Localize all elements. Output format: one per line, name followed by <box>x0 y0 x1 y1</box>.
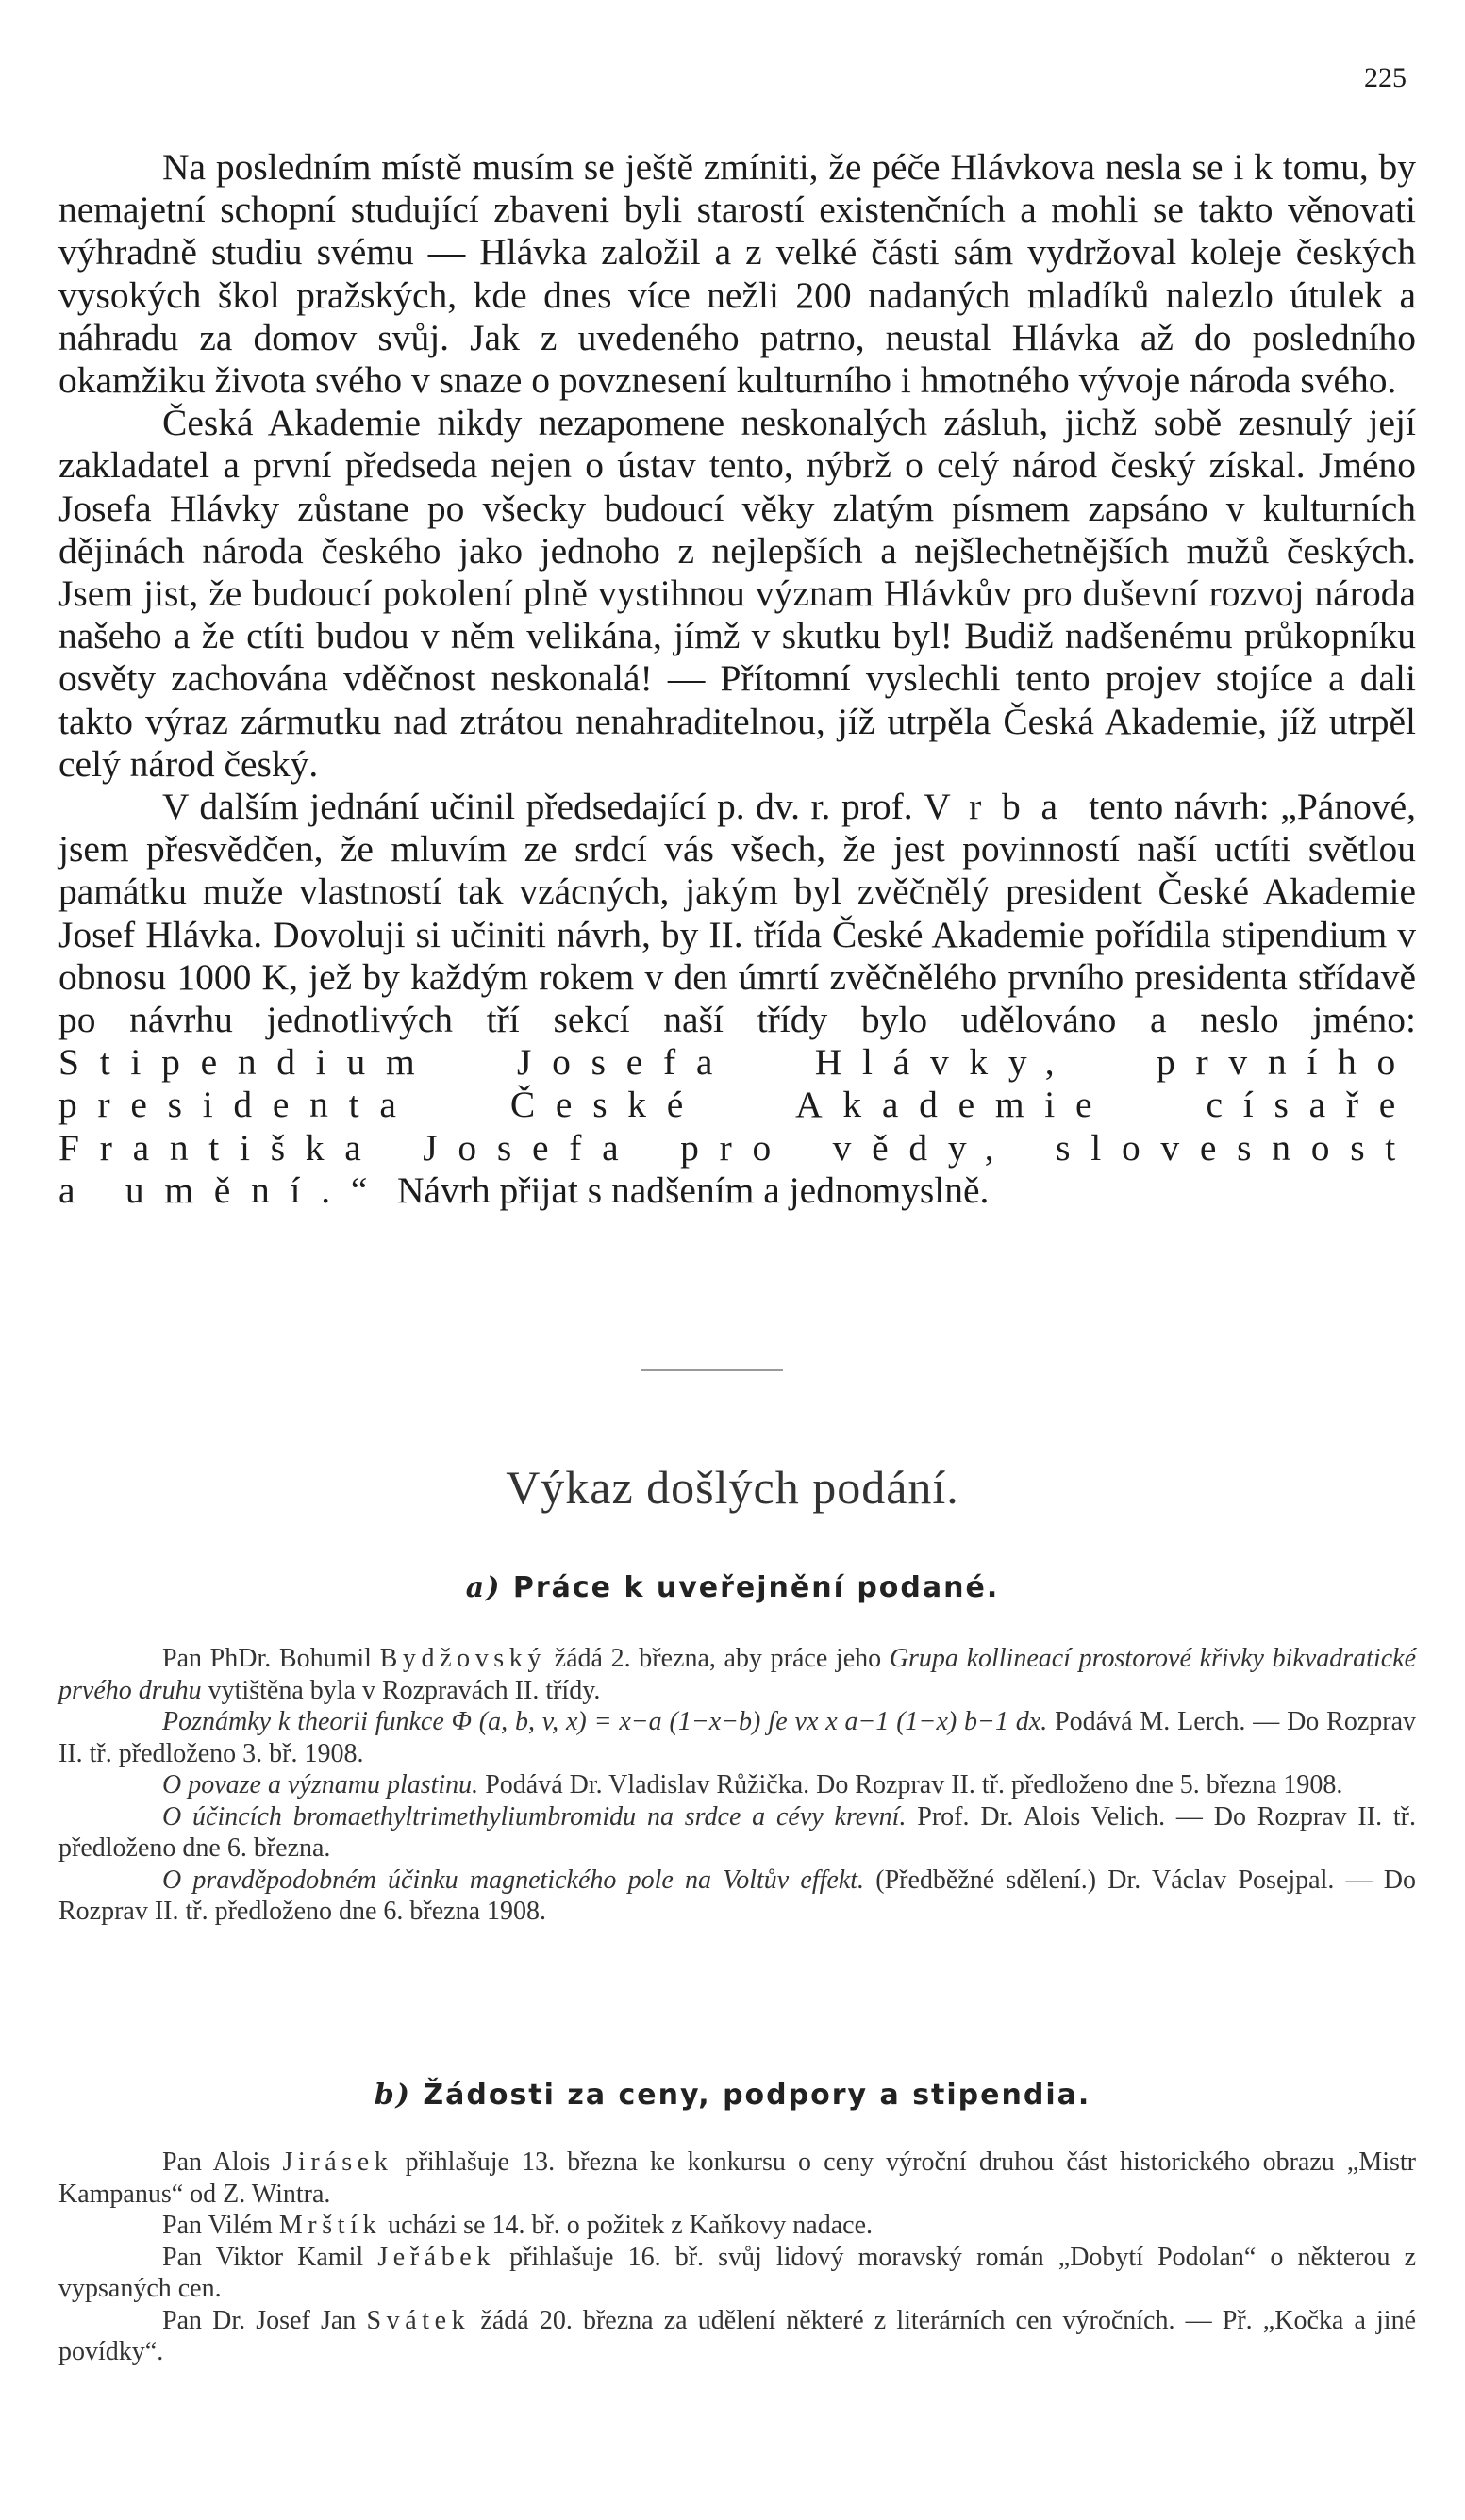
para3-middle: tento návrh: „Pánové, jsem přesvědčen, že mluvím ze srdcí vás všech, že jest povinností naší uctíti světlou památku muže vlastností tak vzácných, jakým byl zvěčnělý president České Akademie Josef Hlávka. Dovoluji si učiniti návrh, by II. třída České Akademie pořídila stipendium v obnosu 1000 K, jež by každým rokem v den úmrtí zvěčnělého prvního presidenta střídavě po návrhu jednotlivých tří sekcí naší třídy bylo udělováno a neslo jméno: <box>58 786 1416 1041</box>
section-title: Výkaz došlých podání. <box>506 1461 959 1514</box>
entry-text: ucházi se 14. bř. o požitek z Kaňkovy nadace. <box>388 2211 874 2240</box>
entry-title: O účincích bromaethyltrimethyliumbromidu na srdce a cévy krevní. <box>162 1801 907 1832</box>
section-divider <box>641 1369 783 1371</box>
entries-list-a <box>58 1643 1416 1928</box>
entry-text: Pan PhDr. Bohumil <box>162 1644 372 1673</box>
subheading-b-title: Žádosti za ceny, podpory a stipendia. <box>423 2079 1091 2112</box>
entry-b-4 <box>58 2305 1416 2368</box>
entry-a-4 <box>58 1801 1416 1865</box>
main-text <box>58 146 1416 1212</box>
entry-text: žádá 20. března za udělení některé z literárních cen výročních. — Př. „Kočka a jiné povídky“. <box>58 2305 1417 2366</box>
entry-name: Svátek <box>366 2305 471 2335</box>
paragraph-2: Česká Akademie nikdy nezapomene neskonalých zásluh, jichž sobě zesnulý její zakladatel a první předseda nejen o ústav tento, nýbrž o celý národ český získal. Jméno Josefa Hlávky zůstane po všecky budoucí věky zlatým písmem zapsáno v kulturních dějinách národa českého jako jednoho z nejlepších a nejšlechetnějších mužů českých. Jsem jist, že budoucí pokolení plně vystihnou význam Hlávkův pro duševní rozvoj národa našeho a že ctíti budou v něm velikána, jímž v skutku byl! Budiž nadšenému průkopníku osvěty zachována vděčnost neskonalá! — Přítomní vyslechli tento projev stojíce a dali takto výraz zármutku nad ztrátou nenahraditelnou, jíž utrpěla Česká Akademie, jíž utrpěl celý národ český. <box>58 402 1416 785</box>
entry-text: vytištěna byla v Rozpravách II. třídy. <box>208 1675 601 1705</box>
entry-a-3 <box>58 1769 1416 1801</box>
stipend-name: Stipendium Josefa Hlávky, prvního presidenta České Akademie císaře Františka Josefa pro vědy, slovesnost a umění.“ <box>58 1041 1416 1211</box>
page-number: 225 <box>1364 62 1407 93</box>
entry-a-2 <box>58 1706 1416 1769</box>
para3-end: Návrh přijat s nadšením a jednomyslně. <box>396 1169 990 1211</box>
entries-list-b <box>58 2147 1416 2368</box>
paragraph-1: Na posledním místě musím se ještě zmíniti, že péče Hlávkova nesla se i k tomu, by nemajetní schopní studující zbaveni byli starostí existenčních a mohli se takto věnovati výhradně studiu svému — Hlávka založil a z velké části sám vydržoval koleje českých vysokých škol pražských, kde dnes více nežli 200 nadaných mladíků nalezlo útulek a náhradu za domov svůj. Jak z uvedeného patrno, neustal Hlávka až do posledního okamžiku života svého v snaze o povznesení kulturního i hmotného vývoje národa svého. <box>58 146 1416 402</box>
subheading-a-letter: a) <box>465 1571 502 1604</box>
entry-b-3 <box>58 2242 1416 2305</box>
entry-title: Poznámky k theorii funkce Φ (a, b, v, x) = x−a (1−x−b) ʃe vx x a−1 (1−x) b−1 dx. <box>162 1707 1048 1736</box>
entry-a-5 <box>58 1865 1416 1928</box>
entry-text: Podává M. Lerch. — Do Rozprav II. tř. předloženo 3. bř. 1908. <box>58 1707 1417 1768</box>
entry-text: Pan Dr. Josef Jan <box>162 2305 357 2335</box>
para3-start: V dalším jednání učinil předsedající p. dv. r. prof. <box>162 786 913 828</box>
entry-title: O povaze a významu plastinu. <box>162 1770 479 1799</box>
entry-title: O pravděpodobném účinku magnetického pole na Voltův effekt. <box>162 1865 865 1895</box>
entry-title: Grupa kollineací prostorové křivky bikvadratické prvého druhu <box>58 1644 1417 1705</box>
entry-text: Prof. Dr. Alois Velich. — Do Rozprav II. tř. předloženo dne 6. března. <box>58 1801 1417 1863</box>
entry-text: Pan Viktor Kamil <box>162 2242 364 2272</box>
subheading-b <box>0 2079 1465 2112</box>
entry-name: Jirásek <box>282 2147 393 2177</box>
entry-text: Pan Vilém <box>162 2211 273 2240</box>
entry-text: Pan Alois <box>162 2147 271 2177</box>
entry-text: žádá 2. března, aby práce jeho <box>554 1644 882 1673</box>
entry-text: (Předběžné sdělení.) Dr. Václav Posejpal. — Do Rozprav II. tř. předloženo dne 6. března 1908. <box>58 1865 1417 1926</box>
entry-text: Podává Dr. Vladislav Růžička. Do Rozprav II. tř. předloženo dne 5. března 1908. <box>485 1770 1343 1799</box>
speaker-name: Vrba <box>924 786 1078 828</box>
entry-text: přihlašuje 13. března ke konkursu o ceny výroční druhou část historického obrazu „Mistr Kampanus“ od Z. Wintra. <box>58 2147 1417 2209</box>
subheading-a <box>0 1571 1465 1604</box>
entry-text: přihlašuje 16. bř. svůj lidový moravský román „Dobytí Podolan“ o některou z vypsaných cen. <box>58 2242 1416 2303</box>
entry-b-1 <box>58 2147 1416 2210</box>
entry-name: Mrštík <box>278 2211 382 2240</box>
entry-b-2 <box>58 2210 1416 2242</box>
entry-name: Jeřábek <box>377 2242 495 2272</box>
subheading-a-title: Práce k uveřejnění podané. <box>512 1571 1000 1604</box>
entry-name: Bydžovský <box>379 1644 546 1673</box>
subheading-b-letter: b) <box>374 2079 411 2112</box>
entry-a-1 <box>58 1643 1416 1706</box>
paragraph-3 <box>58 786 1416 1212</box>
